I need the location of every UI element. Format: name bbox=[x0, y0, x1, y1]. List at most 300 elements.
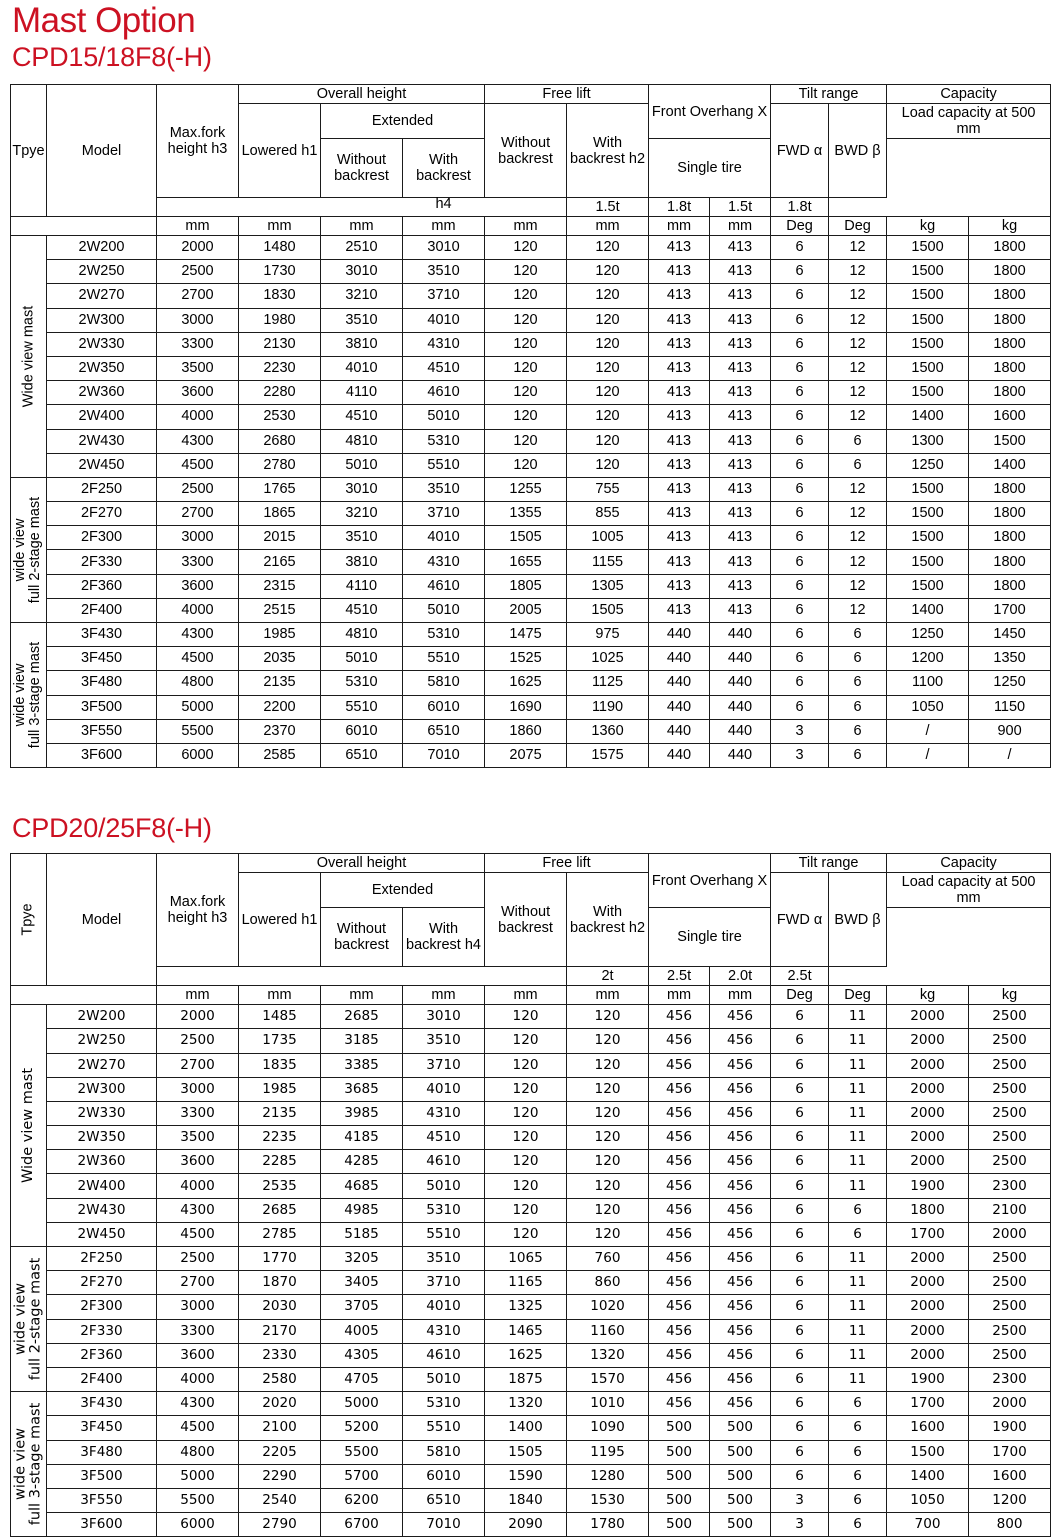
cell-h3: 4000 bbox=[157, 405, 239, 429]
cell-ov2: 440 bbox=[710, 695, 771, 719]
cell-h1: 2330 bbox=[239, 1343, 321, 1367]
cell-fwd: 6 bbox=[771, 356, 829, 380]
cell-fl_wo: 120 bbox=[485, 284, 567, 308]
cell-bwd: 11 bbox=[829, 1053, 887, 1077]
cell-ov2: 456 bbox=[710, 1343, 771, 1367]
column-header-lowered: Lowered h1 bbox=[239, 104, 321, 198]
cell-h3: 3600 bbox=[157, 1150, 239, 1174]
cell-cap2: 2500 bbox=[969, 1247, 1051, 1271]
cell-model: 3F430 bbox=[47, 1392, 157, 1416]
cell-ext_wo: 4005 bbox=[321, 1319, 403, 1343]
cell-ov1: 456 bbox=[649, 1150, 710, 1174]
cell-h1: 2015 bbox=[239, 526, 321, 550]
cell-ext_wo: 4510 bbox=[321, 598, 403, 622]
cell-cap2: 1800 bbox=[969, 550, 1051, 574]
table-row bbox=[11, 550, 1051, 574]
cell-ext_wo: 3985 bbox=[321, 1101, 403, 1125]
table-row bbox=[11, 236, 1051, 260]
table-row bbox=[11, 1343, 1051, 1367]
cell-ext_wo: 5000 bbox=[321, 1392, 403, 1416]
table-row bbox=[11, 743, 1051, 767]
cell-fwd: 6 bbox=[771, 1271, 829, 1295]
cell-h3: 5500 bbox=[157, 1488, 239, 1512]
cell-fl_w: 1280 bbox=[567, 1464, 649, 1488]
cell-ext_w: 4010 bbox=[403, 1295, 485, 1319]
cell-cap1: 1500 bbox=[887, 236, 969, 260]
cell-cap1: 1200 bbox=[887, 647, 969, 671]
cell-fl_wo: 120 bbox=[485, 1029, 567, 1053]
cell-fl_w: 760 bbox=[567, 1247, 649, 1271]
cell-bwd: 12 bbox=[829, 381, 887, 405]
table-row bbox=[11, 453, 1051, 477]
cell-model: 2W400 bbox=[47, 1174, 157, 1198]
cell-ov1: 440 bbox=[649, 719, 710, 743]
cell-h1: 2100 bbox=[239, 1416, 321, 1440]
cell-ov1: 413 bbox=[649, 308, 710, 332]
cell-h3: 4500 bbox=[157, 1416, 239, 1440]
cell-model: 3F500 bbox=[47, 695, 157, 719]
cell-model: 2F330 bbox=[47, 1319, 157, 1343]
cell-model: 3F550 bbox=[47, 719, 157, 743]
cell-ext_wo: 5510 bbox=[321, 695, 403, 719]
table-row bbox=[11, 1367, 1051, 1391]
cell-h3: 2000 bbox=[157, 1005, 239, 1029]
cell-fl_wo: 1320 bbox=[485, 1392, 567, 1416]
cell-ext_w: 4510 bbox=[403, 356, 485, 380]
cell-cap2: 800 bbox=[969, 1513, 1051, 1537]
cell-ext_wo: 4185 bbox=[321, 1126, 403, 1150]
cell-ov2: 500 bbox=[710, 1416, 771, 1440]
cell-cap1: 1900 bbox=[887, 1367, 969, 1391]
cell-fwd: 6 bbox=[771, 1126, 829, 1150]
cell-ext_w: 7010 bbox=[403, 1513, 485, 1537]
cell-h1: 2315 bbox=[239, 574, 321, 598]
cell-ext_wo: 3810 bbox=[321, 550, 403, 574]
table-row bbox=[11, 598, 1051, 622]
cell-cap1: 700 bbox=[887, 1513, 969, 1537]
cell-ext_w: 3710 bbox=[403, 502, 485, 526]
cell-bwd: 6 bbox=[829, 1416, 887, 1440]
unit-cell-11: kg bbox=[969, 217, 1051, 236]
spec-table bbox=[10, 84, 1051, 768]
cell-ext_wo: 3385 bbox=[321, 1053, 403, 1077]
cell-ext_w: 3010 bbox=[403, 1005, 485, 1029]
cell-ov2: 456 bbox=[710, 1029, 771, 1053]
cell-fl_wo: 120 bbox=[485, 332, 567, 356]
header-spacer bbox=[157, 967, 567, 986]
cell-fl_wo: 1355 bbox=[485, 502, 567, 526]
cell-ext_wo: 6200 bbox=[321, 1488, 403, 1512]
cell-bwd: 6 bbox=[829, 1513, 887, 1537]
cell-bwd: 11 bbox=[829, 1174, 887, 1198]
cell-cap2: 2000 bbox=[969, 1392, 1051, 1416]
cell-bwd: 12 bbox=[829, 308, 887, 332]
cell-h1: 2235 bbox=[239, 1126, 321, 1150]
cell-ext_w: 5310 bbox=[403, 623, 485, 647]
mast-group-label-text: wide view full 3-stage mast bbox=[12, 641, 44, 749]
cell-cap1: 1500 bbox=[887, 356, 969, 380]
cell-ov1: 413 bbox=[649, 260, 710, 284]
cell-ov2: 456 bbox=[710, 1222, 771, 1246]
cell-ov1: 456 bbox=[649, 1126, 710, 1150]
column-header-lowered: Lowered h1 bbox=[239, 873, 321, 967]
cell-bwd: 6 bbox=[829, 1222, 887, 1246]
cell-ov1: 500 bbox=[649, 1416, 710, 1440]
cell-cap1: 2000 bbox=[887, 1343, 969, 1367]
cell-cap2: 1900 bbox=[969, 1416, 1051, 1440]
cell-cap2: 2500 bbox=[969, 1101, 1051, 1125]
cell-ov2: 440 bbox=[710, 719, 771, 743]
cell-ext_w: 5510 bbox=[403, 453, 485, 477]
cell-ov2: 413 bbox=[710, 236, 771, 260]
cell-ov2: 500 bbox=[710, 1488, 771, 1512]
table-row bbox=[11, 1319, 1051, 1343]
cell-fl_w: 120 bbox=[567, 356, 649, 380]
column-header-max-fork-height: Max.fork height h3 bbox=[157, 85, 239, 198]
cell-fl_w: 1570 bbox=[567, 1367, 649, 1391]
cell-h1: 1865 bbox=[239, 502, 321, 526]
cell-fwd: 6 bbox=[771, 477, 829, 501]
cell-ext_wo: 4110 bbox=[321, 381, 403, 405]
table-row bbox=[11, 284, 1051, 308]
cell-h1: 1980 bbox=[239, 308, 321, 332]
column-header-extended-with-backrest: With backrest h4 bbox=[403, 908, 485, 967]
cell-h3: 4500 bbox=[157, 1222, 239, 1246]
cell-fl_w: 120 bbox=[567, 381, 649, 405]
cell-ext_w: 3510 bbox=[403, 260, 485, 284]
table-row bbox=[11, 1126, 1051, 1150]
cell-ov2: 456 bbox=[710, 1077, 771, 1101]
cell-fwd: 6 bbox=[771, 574, 829, 598]
cell-h3: 2500 bbox=[157, 1247, 239, 1271]
cell-bwd: 6 bbox=[829, 1488, 887, 1512]
cell-ext_wo: 3510 bbox=[321, 308, 403, 332]
cell-fl_wo: 120 bbox=[485, 1005, 567, 1029]
column-header-extended-without-backrest: Without backrest bbox=[321, 139, 403, 198]
cell-ov2: 456 bbox=[710, 1150, 771, 1174]
cell-h3: 2500 bbox=[157, 1029, 239, 1053]
cell-ext_w: 4610 bbox=[403, 381, 485, 405]
cell-model: 3F450 bbox=[47, 1416, 157, 1440]
cell-h3: 4500 bbox=[157, 647, 239, 671]
cell-ext_w: 4010 bbox=[403, 308, 485, 332]
cell-h3: 3300 bbox=[157, 332, 239, 356]
cell-model: 3F600 bbox=[47, 1513, 157, 1537]
cell-fl_w: 1530 bbox=[567, 1488, 649, 1512]
cell-fwd: 3 bbox=[771, 743, 829, 767]
table-row bbox=[11, 574, 1051, 598]
cell-model: 2W450 bbox=[47, 1222, 157, 1246]
cell-fl_wo: 2005 bbox=[485, 598, 567, 622]
unit-cell-5: mm bbox=[567, 986, 649, 1005]
cell-ov2: 413 bbox=[710, 260, 771, 284]
cell-ov1: 456 bbox=[649, 1271, 710, 1295]
cell-fl_w: 120 bbox=[567, 1222, 649, 1246]
cell-fwd: 6 bbox=[771, 1464, 829, 1488]
cell-h3: 5000 bbox=[157, 1464, 239, 1488]
table-row bbox=[11, 695, 1051, 719]
table-row bbox=[11, 1005, 1051, 1029]
cell-fwd: 3 bbox=[771, 1488, 829, 1512]
cell-fl_w: 1155 bbox=[567, 550, 649, 574]
header-row-top bbox=[11, 85, 1051, 104]
cell-model: 2W270 bbox=[47, 284, 157, 308]
cell-ext_wo: 4810 bbox=[321, 623, 403, 647]
table-row bbox=[11, 1247, 1051, 1271]
cell-h3: 3000 bbox=[157, 1295, 239, 1319]
cell-bwd: 12 bbox=[829, 598, 887, 622]
cell-cap1: 1400 bbox=[887, 1464, 969, 1488]
unit-cell-7: mm bbox=[710, 986, 771, 1005]
cell-cap1: 1700 bbox=[887, 1222, 969, 1246]
cell-model: 2F270 bbox=[47, 1271, 157, 1295]
table-row bbox=[11, 1392, 1051, 1416]
column-header-overhang-tonnage-1: 1.5t bbox=[567, 198, 649, 217]
cell-fwd: 6 bbox=[771, 598, 829, 622]
cell-h1: 2135 bbox=[239, 1101, 321, 1125]
column-header-single-tire: Single tire bbox=[649, 908, 771, 967]
table-row bbox=[11, 1416, 1051, 1440]
cell-fl_w: 1190 bbox=[567, 695, 649, 719]
cell-ext_w: 6010 bbox=[403, 1464, 485, 1488]
table-row bbox=[11, 356, 1051, 380]
cell-h1: 2200 bbox=[239, 695, 321, 719]
cell-h1: 2790 bbox=[239, 1513, 321, 1537]
cell-ext_w: 3710 bbox=[403, 1053, 485, 1077]
cell-model: 2W350 bbox=[47, 1126, 157, 1150]
cell-ext_w: 4510 bbox=[403, 1126, 485, 1150]
cell-ov1: 456 bbox=[649, 1295, 710, 1319]
cell-cap1: 1500 bbox=[887, 332, 969, 356]
cell-ov2: 440 bbox=[710, 647, 771, 671]
cell-model: 3F450 bbox=[47, 647, 157, 671]
cell-fl_wo: 120 bbox=[485, 1101, 567, 1125]
cell-ov1: 413 bbox=[649, 526, 710, 550]
table-row bbox=[11, 1198, 1051, 1222]
cell-h3: 2500 bbox=[157, 477, 239, 501]
cell-model: 3F480 bbox=[47, 1440, 157, 1464]
cell-fwd: 6 bbox=[771, 429, 829, 453]
cell-fwd: 6 bbox=[771, 1416, 829, 1440]
column-header-capacity-tonnage-2: 2.5t bbox=[771, 967, 829, 986]
cell-cap2: 1800 bbox=[969, 332, 1051, 356]
cell-ov1: 500 bbox=[649, 1513, 710, 1537]
column-header-overhang-tonnage-1: 2t bbox=[567, 967, 649, 986]
cell-ov1: 413 bbox=[649, 502, 710, 526]
cell-ov1: 413 bbox=[649, 405, 710, 429]
column-header-freelift-without-backrest: Without backrest bbox=[485, 873, 567, 967]
cell-ext_wo: 2510 bbox=[321, 236, 403, 260]
cell-h3: 2000 bbox=[157, 236, 239, 260]
cell-ov2: 500 bbox=[710, 1464, 771, 1488]
cell-h3: 4500 bbox=[157, 453, 239, 477]
cell-cap2: 1800 bbox=[969, 260, 1051, 284]
cell-cap2: 1800 bbox=[969, 308, 1051, 332]
column-header-load-capacity-at: Load capacity at 500 mm bbox=[887, 104, 1051, 139]
table-row bbox=[11, 381, 1051, 405]
cell-h3: 3000 bbox=[157, 1077, 239, 1101]
cell-fl_wo: 1590 bbox=[485, 1464, 567, 1488]
cell-fwd: 6 bbox=[771, 1247, 829, 1271]
cell-bwd: 11 bbox=[829, 1247, 887, 1271]
cell-fwd: 6 bbox=[771, 1367, 829, 1391]
cell-h1: 1765 bbox=[239, 477, 321, 501]
cell-ov1: 456 bbox=[649, 1053, 710, 1077]
cell-ov1: 413 bbox=[649, 550, 710, 574]
cell-h1: 2020 bbox=[239, 1392, 321, 1416]
cell-h3: 3600 bbox=[157, 1343, 239, 1367]
cell-fl_w: 120 bbox=[567, 236, 649, 260]
cell-ov1: 413 bbox=[649, 236, 710, 260]
cell-cap2: 1500 bbox=[969, 429, 1051, 453]
mast-group-label-text: Wide view mast bbox=[20, 305, 36, 408]
cell-ext_w: 3710 bbox=[403, 284, 485, 308]
cell-ext_wo: 4110 bbox=[321, 574, 403, 598]
cell-h1: 2030 bbox=[239, 1295, 321, 1319]
cell-model: 2W250 bbox=[47, 260, 157, 284]
cell-ov1: 456 bbox=[649, 1198, 710, 1222]
cell-model: 2W400 bbox=[47, 405, 157, 429]
cell-cap2: 2500 bbox=[969, 1029, 1051, 1053]
cell-h1: 2205 bbox=[239, 1440, 321, 1464]
cell-bwd: 12 bbox=[829, 260, 887, 284]
cell-cap1: 1400 bbox=[887, 405, 969, 429]
table-row bbox=[11, 1295, 1051, 1319]
cell-cap1: 2000 bbox=[887, 1029, 969, 1053]
cell-bwd: 6 bbox=[829, 695, 887, 719]
cell-fwd: 6 bbox=[771, 381, 829, 405]
cell-fl_w: 120 bbox=[567, 1005, 649, 1029]
extended-with-backrest-code: h4 bbox=[435, 196, 452, 212]
cell-fl_w: 120 bbox=[567, 284, 649, 308]
cell-fl_w: 120 bbox=[567, 1029, 649, 1053]
mast-group-label-text: wide view full 2-stage mast bbox=[12, 496, 44, 604]
cell-ov1: 500 bbox=[649, 1464, 710, 1488]
cell-h1: 2515 bbox=[239, 598, 321, 622]
cell-fl_wo: 1655 bbox=[485, 550, 567, 574]
cell-h1: 2530 bbox=[239, 405, 321, 429]
column-header-extended: Extended bbox=[321, 873, 485, 908]
cell-fl_wo: 120 bbox=[485, 260, 567, 284]
cell-h1: 2680 bbox=[239, 429, 321, 453]
cell-ext_w: 4610 bbox=[403, 1150, 485, 1174]
cell-ext_wo: 6510 bbox=[321, 743, 403, 767]
cell-ext_w: 5010 bbox=[403, 1174, 485, 1198]
spec-table bbox=[10, 853, 1051, 1537]
unit-cell-9: Deg bbox=[829, 986, 887, 1005]
table-row bbox=[11, 1222, 1051, 1246]
cell-cap2: 900 bbox=[969, 719, 1051, 743]
cell-fl_wo: 1690 bbox=[485, 695, 567, 719]
cell-fl_w: 1160 bbox=[567, 1319, 649, 1343]
cell-fl_wo: 120 bbox=[485, 405, 567, 429]
cell-fl_w: 120 bbox=[567, 1198, 649, 1222]
cell-h3: 4300 bbox=[157, 1198, 239, 1222]
cell-ext_wo: 3210 bbox=[321, 502, 403, 526]
cell-cap1: 2000 bbox=[887, 1319, 969, 1343]
cell-ext_w: 5810 bbox=[403, 1440, 485, 1464]
cell-fl_w: 1010 bbox=[567, 1392, 649, 1416]
cell-fl_w: 120 bbox=[567, 405, 649, 429]
cell-fl_w: 1005 bbox=[567, 526, 649, 550]
cell-fl_wo: 120 bbox=[485, 1150, 567, 1174]
cell-h1: 2370 bbox=[239, 719, 321, 743]
cell-ov1: 413 bbox=[649, 477, 710, 501]
cell-model: 2F330 bbox=[47, 550, 157, 574]
cell-h1: 1735 bbox=[239, 1029, 321, 1053]
cell-h3: 3300 bbox=[157, 550, 239, 574]
cell-h3: 4300 bbox=[157, 429, 239, 453]
cell-h3: 4800 bbox=[157, 1440, 239, 1464]
cell-h3: 4000 bbox=[157, 598, 239, 622]
cell-h1: 1730 bbox=[239, 260, 321, 284]
cell-model: 2W270 bbox=[47, 1053, 157, 1077]
mast-group-label-text: wide view full 2-stage mast bbox=[12, 1257, 44, 1381]
cell-ext_wo: 5010 bbox=[321, 453, 403, 477]
column-header-tilt-range: Tilt range bbox=[771, 854, 887, 873]
cell-fl_wo: 120 bbox=[485, 1077, 567, 1101]
cell-cap2: 1800 bbox=[969, 526, 1051, 550]
spec-table-1-container bbox=[10, 84, 1050, 768]
cell-fwd: 6 bbox=[771, 1440, 829, 1464]
cell-cap2: 1800 bbox=[969, 502, 1051, 526]
cell-ov2: 456 bbox=[710, 1319, 771, 1343]
cell-ov1: 440 bbox=[649, 671, 710, 695]
table-body bbox=[11, 236, 1051, 768]
cell-h1: 2780 bbox=[239, 453, 321, 477]
cell-fwd: 6 bbox=[771, 453, 829, 477]
cell-ext_w: 5310 bbox=[403, 1198, 485, 1222]
mast-group-label-1 bbox=[11, 477, 47, 622]
cell-bwd: 6 bbox=[829, 671, 887, 695]
cell-bwd: 6 bbox=[829, 453, 887, 477]
cell-ov2: 413 bbox=[710, 381, 771, 405]
cell-model: 2F250 bbox=[47, 1247, 157, 1271]
table-row bbox=[11, 719, 1051, 743]
cell-ov2: 413 bbox=[710, 405, 771, 429]
cell-fl_wo: 1255 bbox=[485, 477, 567, 501]
cell-cap2: 1700 bbox=[969, 598, 1051, 622]
table-row bbox=[11, 526, 1051, 550]
cell-fl_wo: 120 bbox=[485, 453, 567, 477]
cell-h1: 2290 bbox=[239, 1464, 321, 1488]
cell-cap2: 2500 bbox=[969, 1295, 1051, 1319]
cell-model: 2W360 bbox=[47, 381, 157, 405]
column-header-overhang-tonnage-2: 2.5t bbox=[649, 967, 710, 986]
cell-bwd: 11 bbox=[829, 1367, 887, 1391]
cell-ov1: 456 bbox=[649, 1319, 710, 1343]
cell-ext_w: 4010 bbox=[403, 1077, 485, 1101]
cell-fl_wo: 120 bbox=[485, 308, 567, 332]
cell-cap2: 1800 bbox=[969, 356, 1051, 380]
cell-ov2: 413 bbox=[710, 332, 771, 356]
cell-fwd: 6 bbox=[771, 1343, 829, 1367]
cell-bwd: 12 bbox=[829, 405, 887, 429]
cell-cap1: 2000 bbox=[887, 1101, 969, 1125]
cell-h1: 2130 bbox=[239, 332, 321, 356]
cell-ext_wo: 4810 bbox=[321, 429, 403, 453]
cell-ext_wo: 3405 bbox=[321, 1271, 403, 1295]
cell-cap2: 2300 bbox=[969, 1367, 1051, 1391]
table-row bbox=[11, 1488, 1051, 1512]
cell-bwd: 6 bbox=[829, 743, 887, 767]
table-row bbox=[11, 502, 1051, 526]
cell-fl_w: 120 bbox=[567, 429, 649, 453]
cell-h3: 4000 bbox=[157, 1174, 239, 1198]
header-row-tonnage bbox=[11, 198, 1051, 217]
section-1-heading: CPD15/18F8(-H) bbox=[12, 42, 212, 72]
cell-fl_wo: 120 bbox=[485, 1198, 567, 1222]
